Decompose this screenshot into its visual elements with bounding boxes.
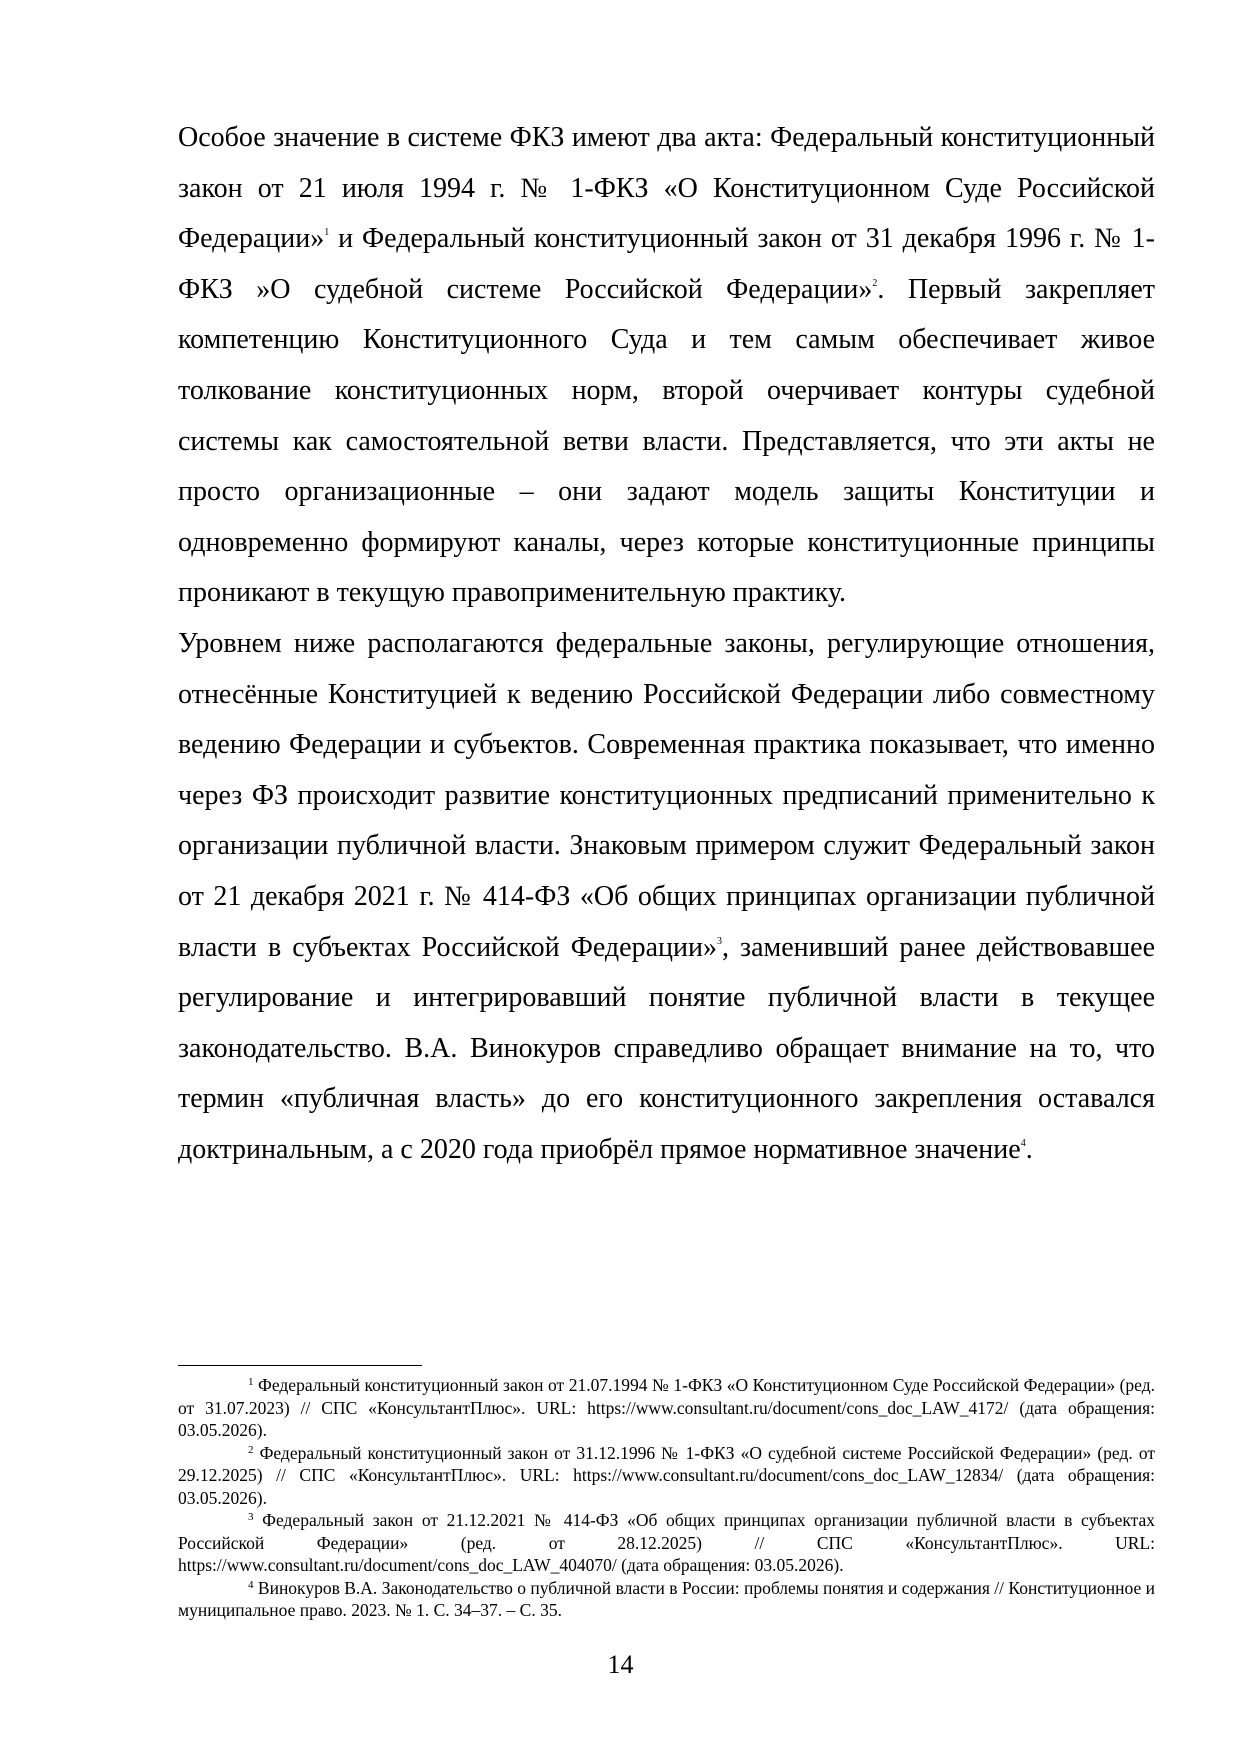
paragraph-2 (178, 619, 1155, 1176)
footnote-4 (178, 1577, 1155, 1622)
body-text (178, 113, 1155, 1175)
footnote-number: 3 (248, 1511, 254, 1523)
footnote-1 (178, 1374, 1155, 1442)
footnote-text: Федеральный конституционный закон от 21.07.1994 № 1-ФКЗ «О Конституционном Суде Российской Федерации» (ред. от 31.07.2023) // СПС «КонсультантПлюс». URL: https://www.consultant.ru/document/cons_doc_LAW_4172/ (дата обращения: 03.05.2026). (178, 1375, 1155, 1440)
footnote-ref-4[interactable]: 4 (1020, 1137, 1026, 1149)
footnote-separator (178, 1365, 422, 1366)
footnote-2 (178, 1442, 1155, 1510)
footnotes (178, 1374, 1155, 1622)
footnote-ref-2[interactable]: 2 (872, 277, 878, 289)
footnote-text: Федеральный закон от 21.12.2021 № 414-ФЗ «Об общих принципах организации публичной власти в субъектах Российской Федерации» (ред. от 28.12.2025) // СПС «КонсультантПлюс». URL: https://www.consultant.ru/document/cons_doc_LAW_404070/ (дата обращения: 03.05.2026). (178, 1510, 1155, 1575)
paragraph-text: . Первый закрепляет компетенцию Конституционного Суда и тем самым обеспечивает живое толкование конституционных норм, второй очерчивает контуры судебной системы как самостоятельной ветви власти. Представляется, что эти акты не просто организационные – они задают модель защиты Конституции и одновременно формируют каналы, через которые конституционные принципы проникают в текущую правоприменительную практику. (178, 273, 1156, 609)
footnote-number: 1 (248, 1376, 254, 1388)
paragraph-text: . (1025, 1133, 1033, 1165)
page-number: 14 (607, 1650, 634, 1679)
footnote-ref-1[interactable]: 1 (324, 227, 330, 239)
footnote-text: Федеральный конституционный закон от 31.12.1996 № 1-ФКЗ «О судебной системе Российской Федерации» (ред. от 29.12.2025) // СПС «КонсультантПлюс». URL: https://www.consultant.ru/document/cons_doc_LAW_12834/ (дата обращения: 03.05.2026). (178, 1442, 1155, 1508)
paragraph-text: , заменивший ранее действовавшее регулирование и интегрировавший понятие публичной власти в текущее законодательство. В.А. Винокуров справедливо обращает внимание на то, что термин «публичная власть» до его конституционного закрепления оставался доктринальным, а с 2020 года приобрёл прямое нормативное значение (178, 931, 1156, 1165)
paragraph-text: Особое значение в системе ФКЗ имеют два акта: Федеральный конституционный закон от 21 июля 1994 г. № 1-ФКЗ «О Конституционном Суде Российской Федерации» (178, 122, 1155, 255)
footnote-ref-3[interactable]: 3 (716, 935, 722, 947)
paragraph-text: и Федеральный конституционный закон от 31 декабря 1996 г. № 1-ФКЗ »О судебной системе Российской Федерации» (178, 223, 1155, 305)
footnote-number: 4 (248, 1578, 254, 1591)
footnote-text: Винокуров В.А. Законодательство о публичной власти в России: проблемы понятия и содержания // Конституционное и муниципальное право. 2023. № 1. С. 34–37. – С. 35. (178, 1577, 1155, 1620)
paragraph-1 (178, 113, 1155, 619)
paragraph-text: Уровнем ниже располагаются федеральные законы, регулирующие отношения, отнесённые Конституцией к ведению Российской Федерации либо совместному ведению Федерации и субъектов. Современная практика показывает, что именно через ФЗ происходит развитие конституционных предписаний применительно к организации публичной власти. Знаковым примером служит Федеральный закон от 21 декабря 2021 г. № 414-ФЗ «Об общих принципах организации публичной власти в субъектах Российской Федерации» (178, 627, 1155, 963)
footnote-3 (178, 1509, 1155, 1577)
footnote-number: 2 (248, 1443, 254, 1456)
